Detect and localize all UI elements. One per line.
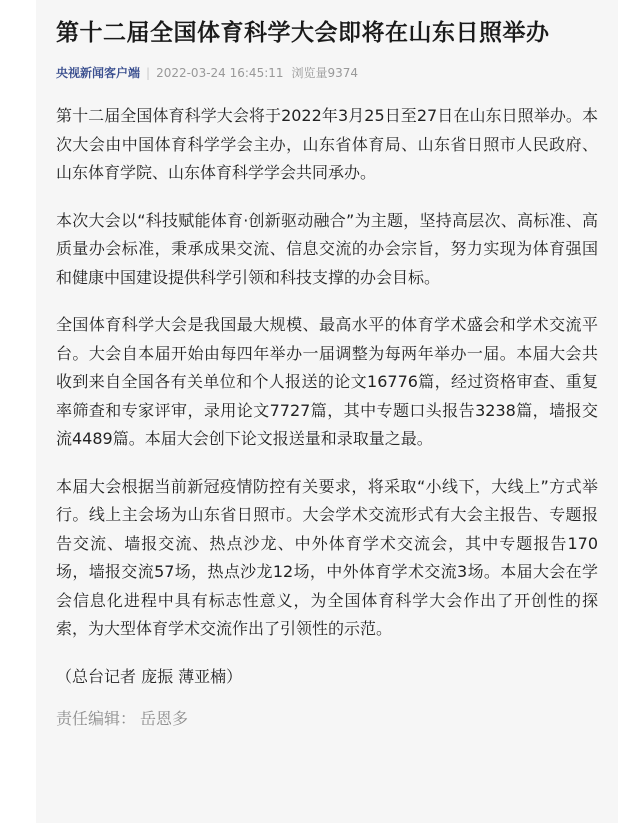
article-paragraph: 本届大会根据当前新冠疫情防控有关要求，将采取“小线下，大线上”方式举行。线上主会场为山东省日照市。大会学术交流形式有大会主报告、专题报告交流、墙报交流、热点沙龙、中外体育学术交流会，其中专题报告170场，墙报交流57场，热点沙龙12场，中外体育学术交流3场。本届大会在学会信息化进程中具有标志性意义，为全国体育科学大会作出了开创性的探索，为大型体育学术交流作出了引领性的示范。	[56, 476, 598, 638]
meta-separator: |	[146, 66, 151, 80]
reporter-credit: （总台记者 庞振 薄亚楠）	[56, 666, 243, 686]
article-body	[56, 102, 598, 733]
publish-datetime: 2022-03-24 16:45:11	[156, 66, 284, 80]
article-meta	[56, 64, 598, 82]
editor-label: 责任编辑：	[56, 708, 137, 728]
article-paragraph: 全国体育科学大会是我国最大规模、最高水平的体育学术盛会和学术交流平台。大会自本届开始由每四年举办一届调整为每两年举办一届。本届大会共收到来自全国各有关单位和个人报送的论文16776篇，经过资格审查、重复率筛查和专家评审，录用论文7727篇，其中专题口头报告3238篇，墙报交流4489篇。本届大会创下论文报送量和录取量之最。	[56, 315, 598, 448]
editor-name: 岳恩多	[140, 708, 189, 728]
view-count: 浏览量9374	[291, 66, 359, 80]
editor-credit	[56, 705, 598, 733]
source-link[interactable]: 央视新闻客户端	[56, 66, 141, 80]
article-paragraph: 第十二届全国体育科学大会将于2022年3月25日至27日在山东日照举办。本次大会由中国体育科学学会主办，山东省体育局、山东省日照市人民政府、山东体育学院、山东体育科学学会共同承办。	[56, 106, 598, 182]
article-container	[36, 0, 618, 823]
article-paragraph: 本次大会以“科技赋能体育·创新驱动融合”为主题，坚持高层次、高标准、高质量办会标准，秉承成果交流、信息交流的办会宗旨，努力实现为体育强国和健康中国建设提供科学引领和科技支撑的办会目标。	[56, 210, 598, 287]
article-title: 第十二届全国体育科学大会即将在山东日照举办	[56, 20, 550, 46]
